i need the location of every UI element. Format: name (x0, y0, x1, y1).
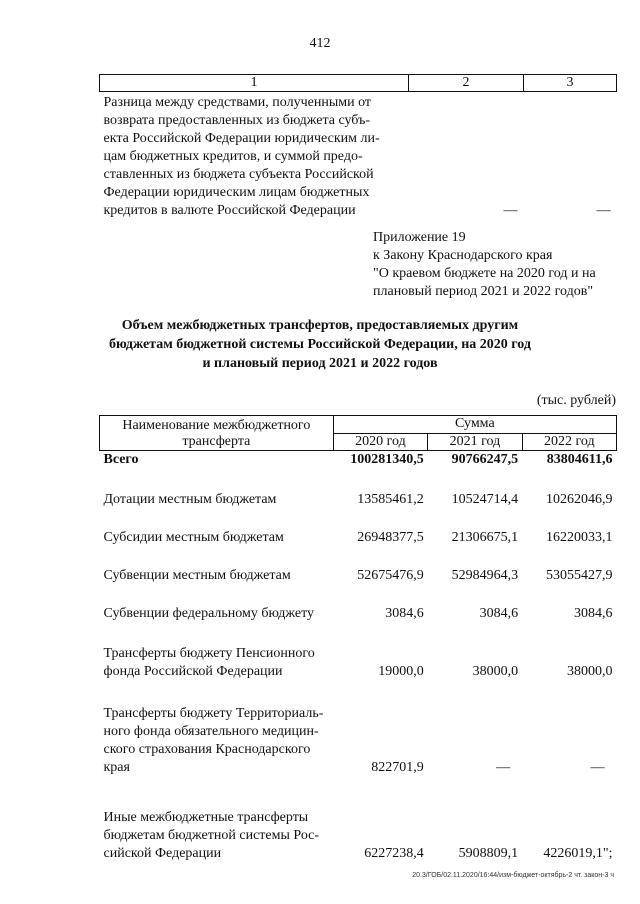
table-row (100, 777, 617, 863)
text-line: цам бюджетных кредитов, и суммой предо- (103, 149, 363, 164)
year-header: 2022 год (522, 433, 616, 451)
year-header: 2020 год (333, 433, 428, 451)
amount-cell: 822701,9 (371, 760, 424, 775)
table-row (100, 509, 617, 547)
transfer-name-line: Иные межбюджетные трансферты (103, 810, 309, 825)
table-row (100, 681, 617, 777)
transfer-name (100, 469, 334, 509)
amount-cell: 13585461,2 (357, 492, 424, 507)
appendix-line: плановый период 2021 и 2022 годов" (373, 284, 594, 299)
transfer-name (100, 681, 334, 777)
sum-column-header: Сумма (333, 416, 616, 434)
amount-cell: 5908809,1 (458, 846, 519, 861)
transfer-name-line: фонда Российской Федерации (103, 664, 283, 679)
table-row (100, 585, 617, 623)
column-number-2: 2 (409, 75, 524, 92)
amount-cell: 26948377,5 (357, 530, 424, 545)
amount-cell: 3084,6 (385, 606, 424, 621)
text-line: возврата предоставленных из бюджета субъ- (103, 113, 370, 128)
table-row (100, 547, 617, 585)
amount-cell: 4226019,1"; (543, 846, 613, 861)
transfer-name-line: Субсидии местным бюджетам (103, 530, 284, 545)
amount-cell: 52984964,3 (451, 568, 519, 583)
amount-cell: 90766247,5 (451, 452, 519, 467)
amount-cell: 10524714,4 (451, 492, 519, 507)
transfer-name (100, 777, 334, 863)
title-line: Объем межбюджетных трансфертов, предоставляемых другим (121, 318, 519, 333)
transfer-name-line: сийской Федерации (103, 846, 222, 861)
page-number: 412 (309, 36, 331, 51)
transfer-name-line: края (103, 760, 130, 775)
total-row (100, 451, 617, 470)
amount-cell: 53055427,9 (546, 568, 613, 583)
continuation-header-row (100, 75, 617, 92)
text-line: Разница между средствами, полученными от (103, 95, 372, 110)
title-line: бюджетам бюджетной системы Российской Федерации, на 2020 год (109, 337, 531, 352)
amount-cell: 52675476,9 (357, 568, 424, 583)
transfer-name (100, 451, 334, 470)
continuation-row-text (100, 92, 409, 221)
transfer-name-line: Субвенции федеральному бюджету (103, 606, 314, 621)
transfer-name (100, 623, 334, 681)
amount-cell: 38000,0 (567, 664, 613, 679)
column-number-1: 1 (100, 75, 409, 92)
amount-cell: — (590, 760, 605, 775)
text-line: ставленных из бюджета субъекта Российской (103, 167, 374, 182)
table-header-row (100, 416, 617, 434)
amount-cell: 16220033,1 (546, 530, 613, 545)
column-number-3: 3 (524, 75, 617, 92)
table-row (100, 469, 617, 509)
appendix-note (373, 229, 623, 301)
appendix-line: Приложение 19 (373, 230, 466, 245)
table-row (100, 623, 617, 681)
amount-cell: 10262046,9 (546, 492, 613, 507)
transfer-name-line: Дотации местным бюджетам (103, 492, 277, 507)
continuation-row (100, 92, 617, 221)
header-line: трансферта (182, 434, 251, 449)
transfer-name-line: Трансферты бюджету Территориаль- (103, 706, 324, 721)
amount-cell: — (496, 760, 511, 775)
document-title (90, 316, 550, 373)
transfer-name-line: ского страхования Краснодарского (103, 742, 311, 757)
text-line: кредитов в валюте Российской Федерации (103, 203, 356, 218)
transfer-name (100, 547, 334, 585)
title-line: и плановый период 2021 и 2022 годов (202, 356, 438, 371)
appendix-line: "О краевом бюджете на 2020 год и на (373, 266, 596, 281)
header-line: Наименование межбюджетного (122, 418, 311, 433)
footer-filename: 20.3/ГОБ/02.11.2020/16:44/изм-бюджет-октябрь-2 чт. закон-3 ч (412, 872, 614, 879)
transfer-name (100, 585, 334, 623)
value-dash: — (596, 203, 611, 218)
amount-cell: 3084,6 (574, 606, 613, 621)
year-header: 2021 год (428, 433, 522, 451)
units-label: (тыс. рублей) (536, 393, 616, 408)
amount-cell: 83804611,6 (546, 452, 613, 467)
amount-cell: 6227238,4 (364, 846, 424, 861)
text-line: Федерации юридическим лицам бюджетных (103, 185, 370, 200)
amount-cell: 100281340,5 (350, 452, 424, 467)
transfers-table (99, 415, 617, 863)
table-body (100, 451, 617, 864)
text-line: екта Российской Федерации юридическим ли- (103, 131, 380, 146)
transfer-name-line: Всего (103, 452, 139, 467)
amount-cell: 3084,6 (479, 606, 519, 621)
amount-cell: 19000,0 (378, 664, 424, 679)
value-dash: — (503, 203, 518, 218)
name-column-header (100, 416, 334, 451)
transfer-name-line: Трансферты бюджету Пенсионного (103, 646, 315, 661)
transfer-name (100, 509, 334, 547)
transfer-name-line: Субвенции местным бюджетам (103, 568, 291, 583)
amount-cell: 21306675,1 (451, 530, 519, 545)
continuation-table (99, 74, 617, 220)
transfer-name-line: бюджетам бюджетной системы Рос- (103, 828, 320, 843)
amount-cell: 38000,0 (472, 664, 519, 679)
transfer-name-line: ного фонда обязательного медицин- (103, 724, 319, 739)
appendix-line: к Закону Краснодарского края (373, 248, 553, 263)
